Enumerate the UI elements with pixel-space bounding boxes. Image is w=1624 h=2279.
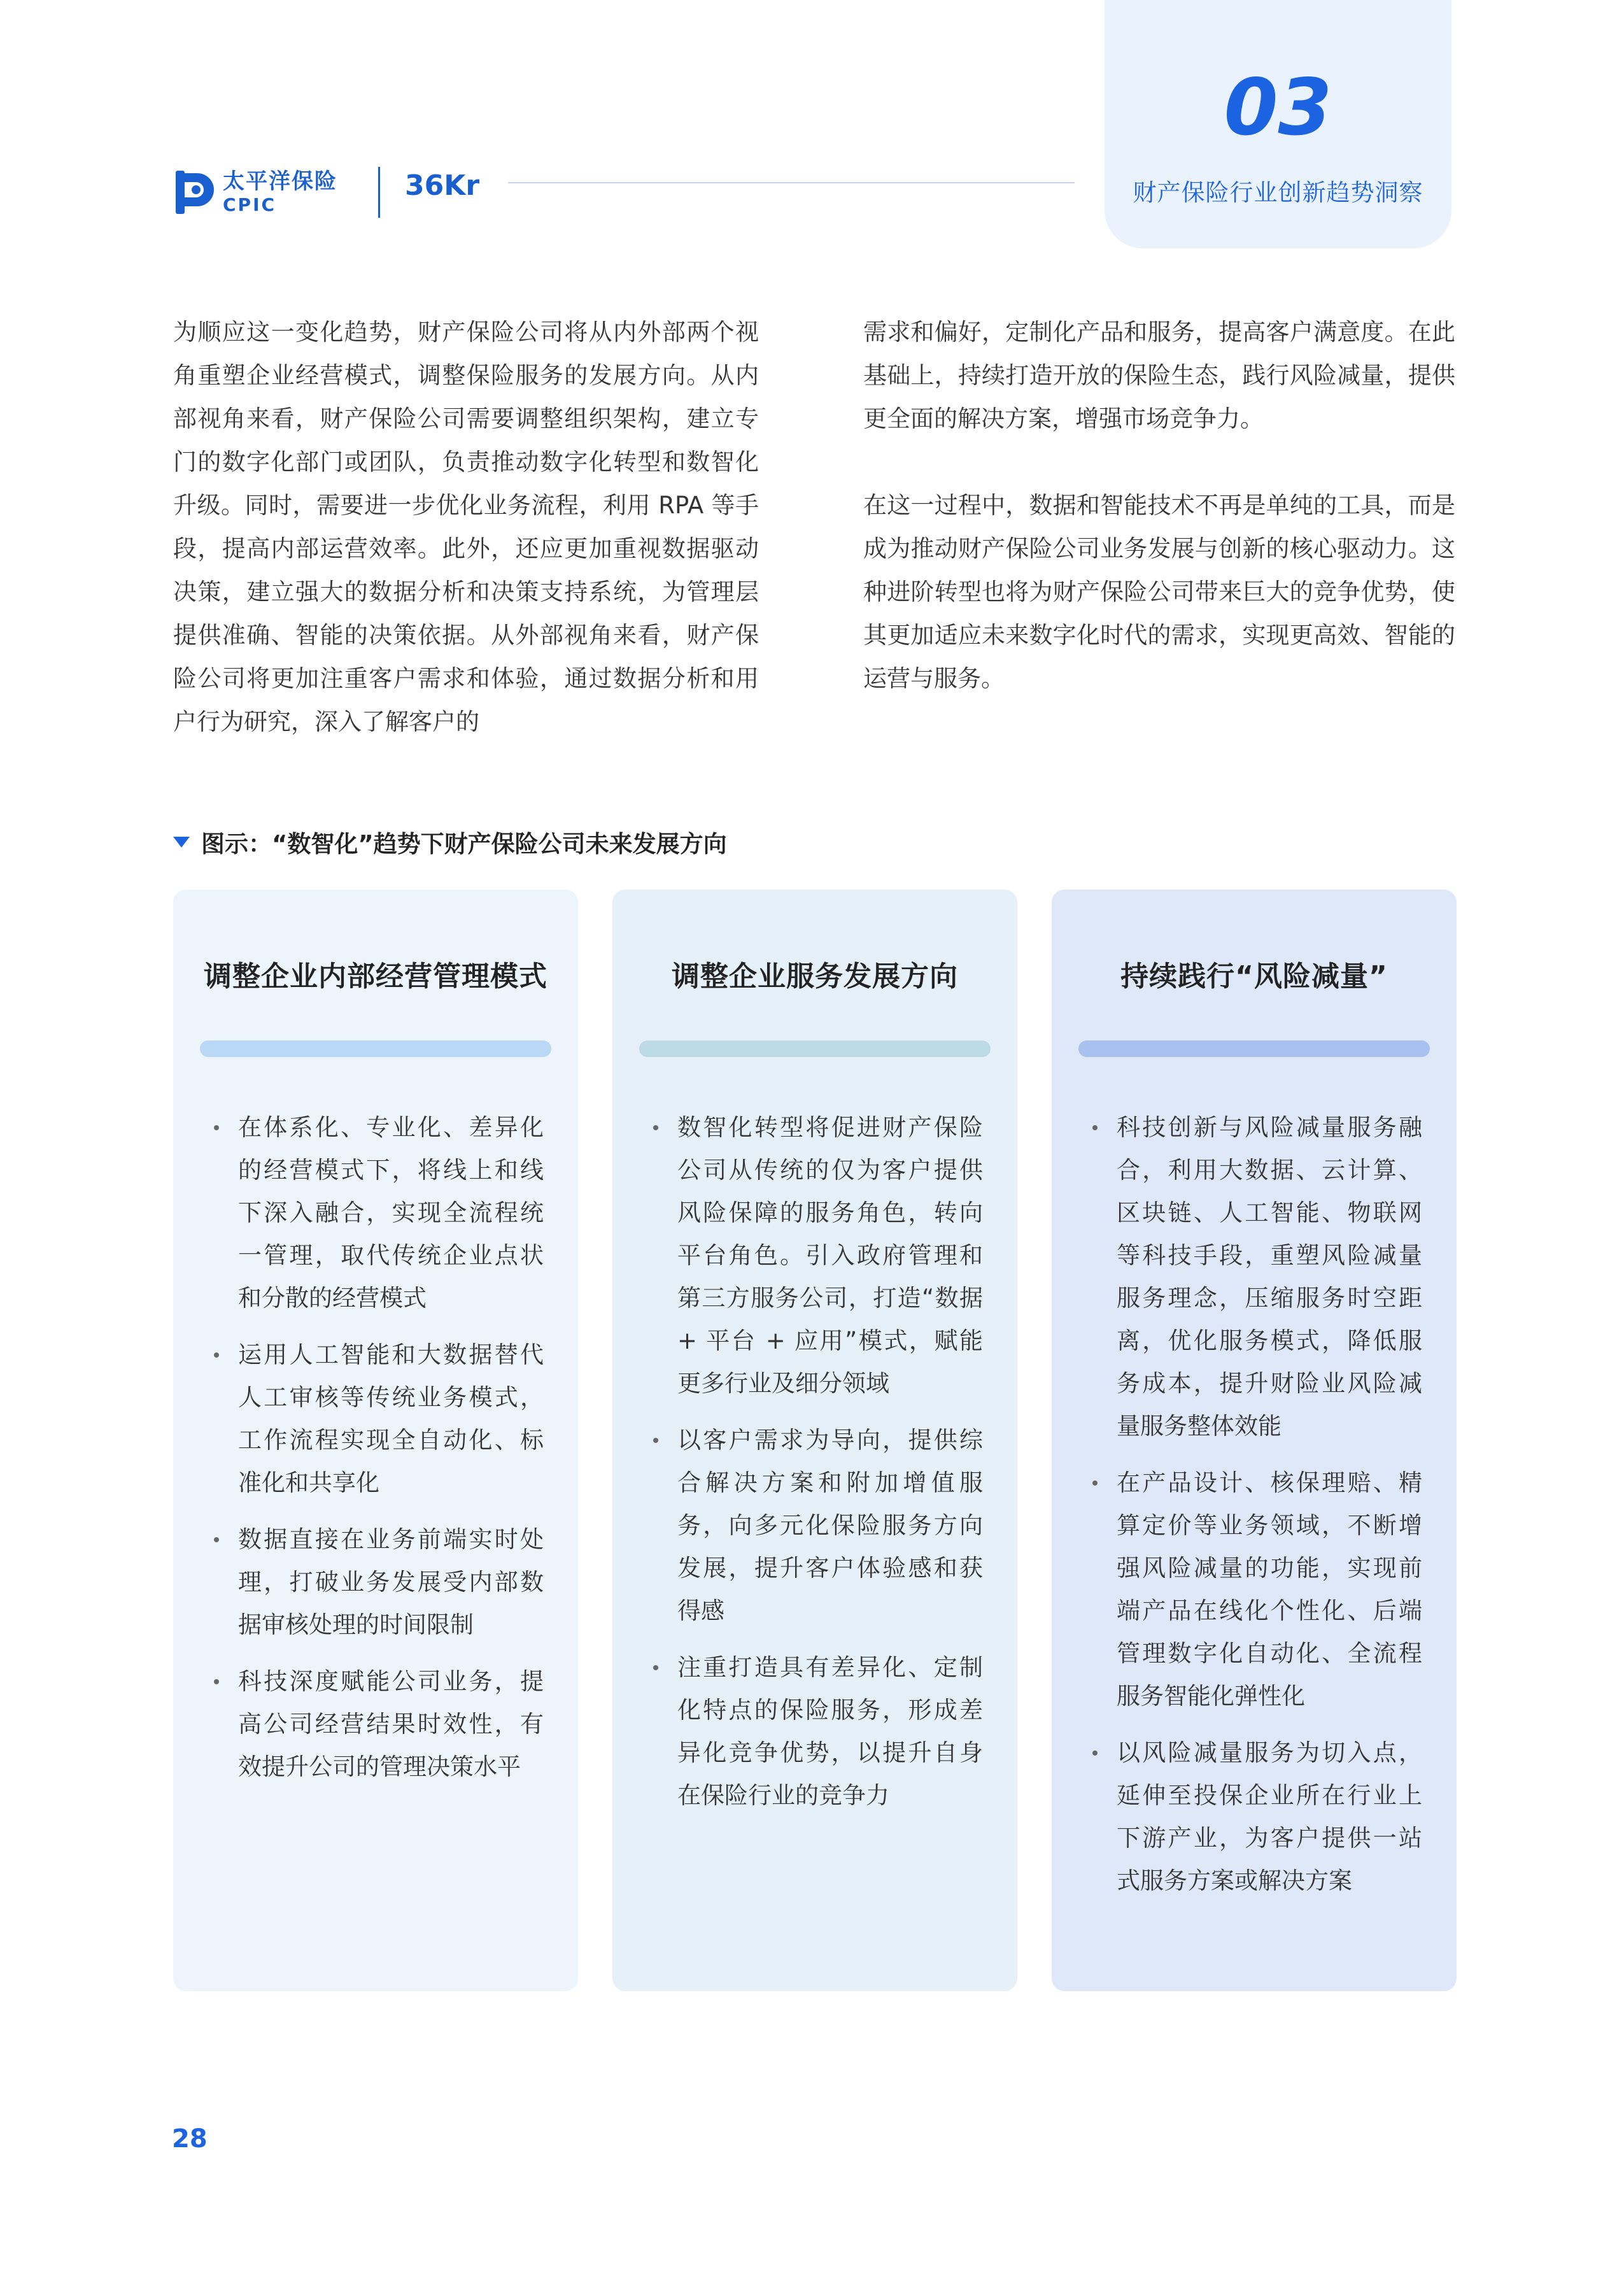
figure-caption — [173, 823, 727, 861]
list-item: 注重打造具有差异化、定制化特点的保险服务，形成差异化竞争优势，以提升自身在保险行业的竞争力 — [652, 1646, 983, 1817]
body-paragraph-right-1: 需求和偏好，定制化产品和服务，提高客户满意度。在此基础上，持续打造开放的保险生态，践行风险减量，提供更全面的解决方案，增强市场竞争力。 — [863, 318, 1455, 432]
chapter-title: 财产保险行业创新趋势洞察 — [1133, 179, 1423, 206]
card-accent-bar — [200, 1040, 551, 1057]
page-number: 28 — [172, 2124, 208, 2154]
list-item: 在体系化、专业化、差异化的经营模式下，将线上和线下深入融合，实现全流程统一管理，取代传统企业点状和分散的经营模式 — [213, 1106, 544, 1319]
triangle-down-icon — [173, 837, 190, 848]
logo-chinese-name: 太平洋保险 — [223, 169, 337, 194]
chapter-tab — [1105, 0, 1451, 248]
list-item: 数智化转型将促进财产保险公司从传统的仅为客户提供风险保障的服务角色，转向平台角色。引入政府管理和第三方服务公司，打造“数据 + 平台 + 应用”模式，赋能更多行业及细分领域 — [652, 1106, 983, 1405]
card-accent-bar — [639, 1040, 991, 1057]
card-risk-reduction — [1052, 890, 1457, 1991]
card-accent-bar — [1078, 1040, 1430, 1057]
list-item: 在产品设计、核保理赔、精算定价等业务领域，不断增强风险减量的功能，实现前端产品在线化个性化、后端管理数字化自动化、全流程服务智能化弹性化 — [1091, 1461, 1422, 1717]
list-item: 科技深度赋能公司业务，提高公司经营结果时效性，有效提升公司的管理决策水平 — [213, 1660, 544, 1788]
body-paragraph-left: 为顺应这一变化趋势，财产保险公司将从内外部两个视角重塑企业经营模式，调整保险服务的发展方向。从内部视角来看，财产保险公司需要调整组织架构，建立专门的数字化部门或团队，负责推动数字化转型和数智化升级。同时，需要进一步优化业务流程，利用 RPA 等手段，提高内部运营效率。此外，还应更加重视数据驱动决策，建立强大的数据分析和决策支持系统，为管理层提供准确、智能的决策依据。从外部视角来看，财产保险公司将更加注重客户需求和体验，通过数据分析和用户行为研究，深入了解客户的 — [173, 318, 759, 735]
card-title: 调整企业服务发展方向 — [672, 960, 958, 993]
list-item: 运用人工智能和大数据替代人工审核等传统业务模式，工作流程实现全自动化、标准化和共享化 — [213, 1333, 544, 1504]
list-item: 数据直接在业务前端实时处理，打破业务发展受内部数据审核处理的时间限制 — [213, 1518, 544, 1646]
36kr-logo-number: 36Kr — [405, 169, 480, 202]
logo-english-name: CPIC — [223, 194, 277, 215]
cpic-logo-icon — [172, 168, 216, 217]
card-bullet-list — [652, 1106, 983, 1831]
card-internal-management — [173, 890, 578, 1991]
logo-divider — [378, 167, 380, 218]
body-paragraph-right-2: 在这一过程中，数据和智能技术不再是单纯的工具，而是成为推动财产保险公司业务发展与创新的核心驱动力。这种进阶转型也将为财产保险公司带来巨大的竞争优势，使其更加适应未来数字化时代的需求，实现更高效、智能的运营与服务。 — [863, 492, 1455, 692]
36kr-logo — [405, 164, 486, 222]
list-item: 科技创新与风险减量服务融合，利用大数据、云计算、区块链、人工智能、物联网等科技手段，重塑风险减量服务理念，压缩服务时空距离，优化服务模式，降低服务成本，提升财险业风险减量服务整体效能 — [1091, 1106, 1422, 1447]
card-service-direction — [612, 890, 1017, 1991]
card-bullet-list — [213, 1106, 544, 1802]
list-item: 以风险减量服务为切入点，延伸至投保企业所在行业上下游产业，为客户提供一站式服务方案或解决方案 — [1091, 1731, 1422, 1902]
header-rule — [508, 182, 1075, 183]
card-bullet-list — [1091, 1106, 1422, 1916]
card-title: 持续践行“风险减量” — [1120, 960, 1388, 993]
chapter-number: 03 — [1224, 62, 1332, 153]
list-item: 以客户需求为导向，提供综合解决方案和附加增值服务，向多元化保险服务方向发展，提升客户体验感和获得感 — [652, 1419, 983, 1632]
figure-caption-text: 图示：“数智化”趋势下财产保险公司未来发展方向 — [201, 830, 727, 858]
cpic-logo — [172, 167, 337, 218]
card-title: 调整企业内部经营管理模式 — [204, 960, 547, 993]
